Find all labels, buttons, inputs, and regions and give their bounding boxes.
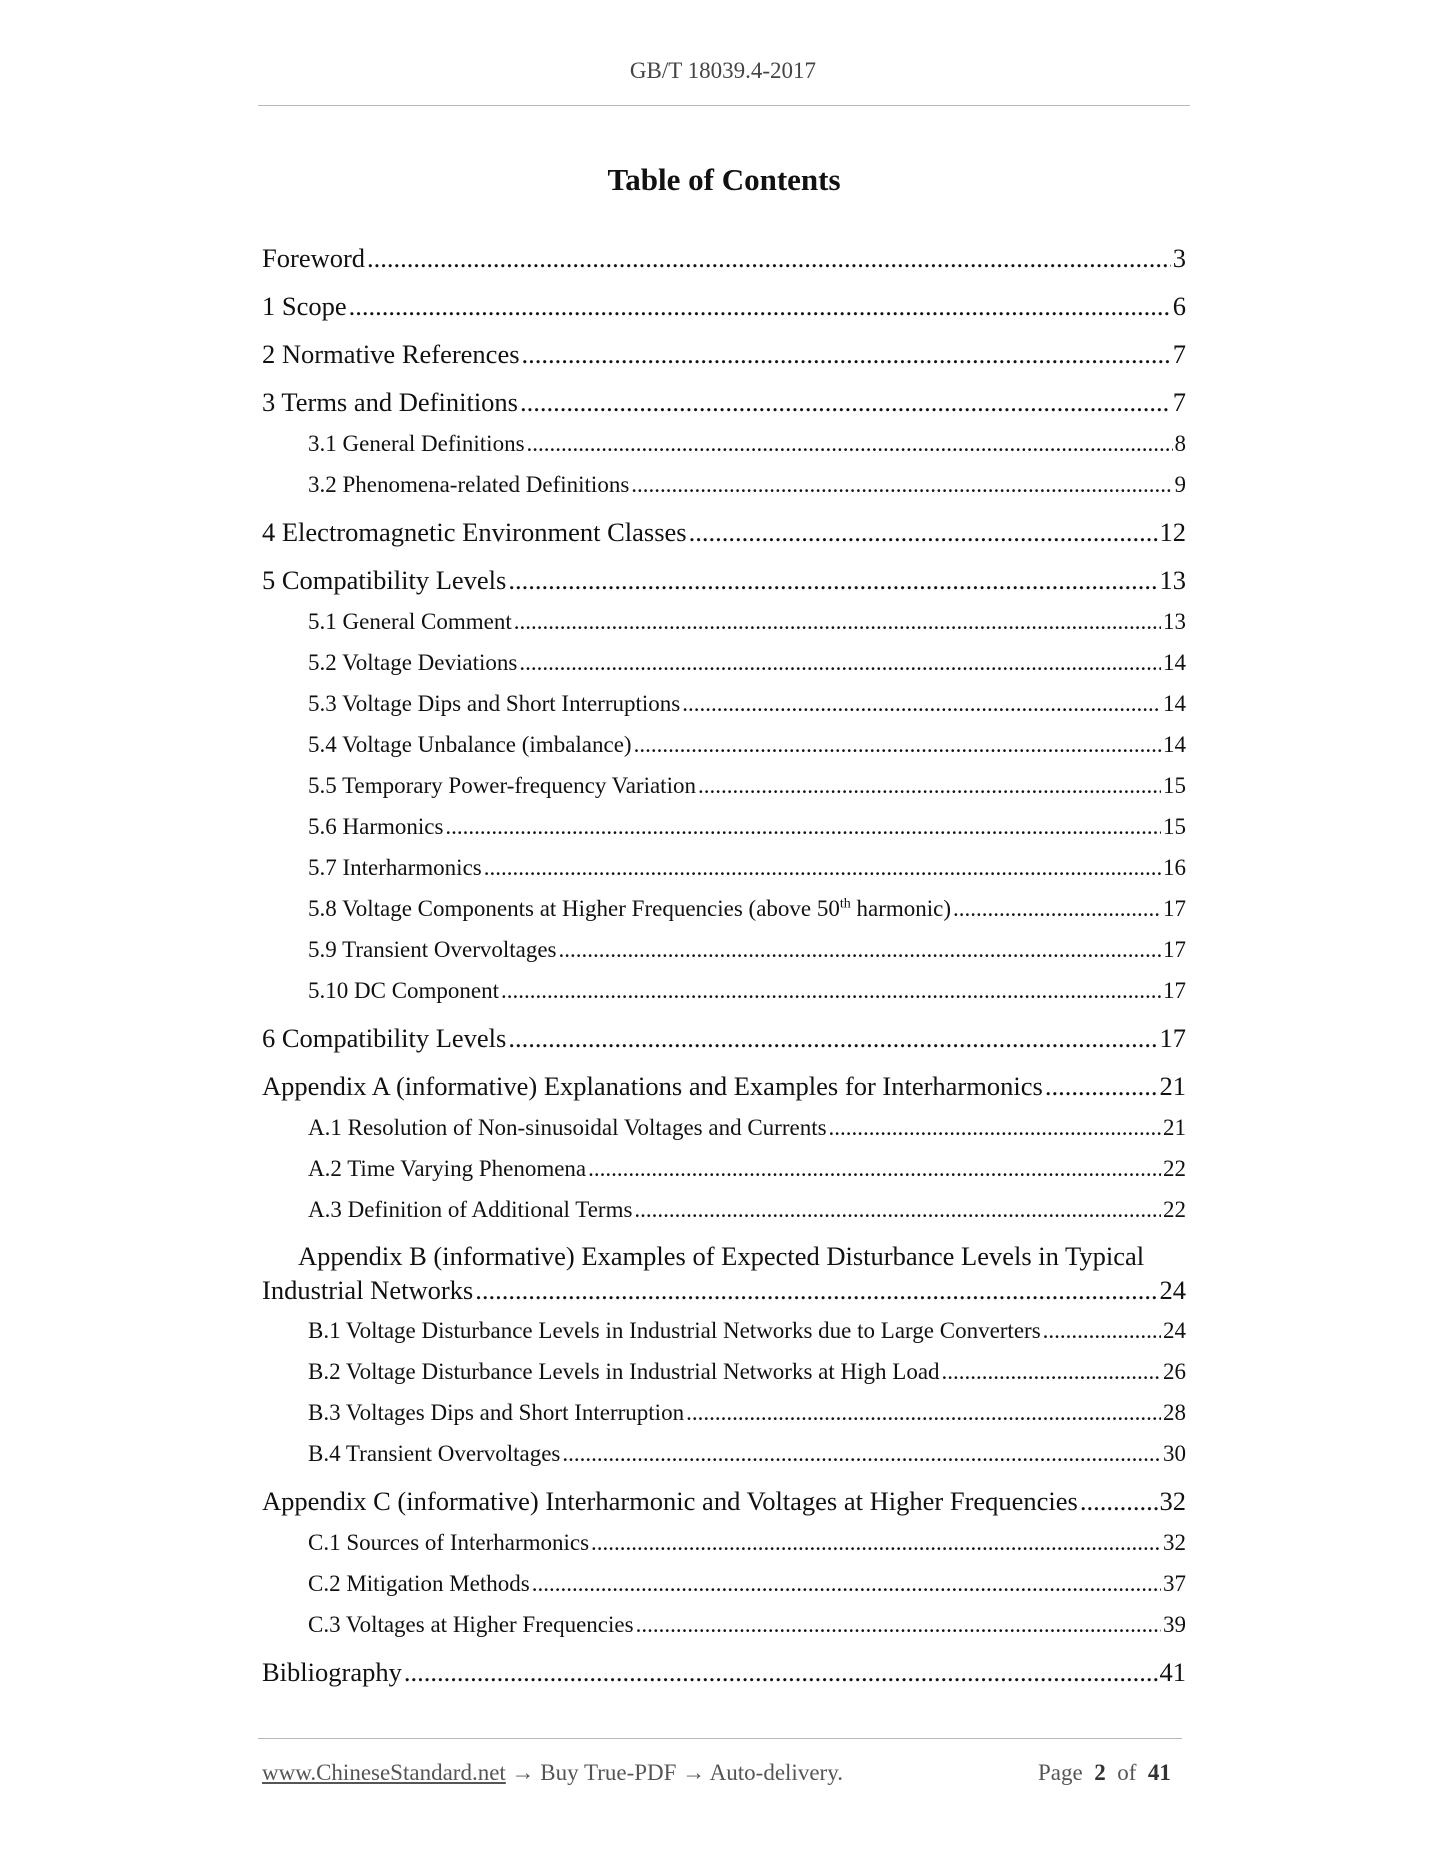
- toc-entry-page: 8: [1174, 431, 1186, 456]
- toc-entry-page: 37: [1163, 1571, 1186, 1596]
- dot-leader: [484, 850, 1161, 885]
- toc-entry-page: 12: [1159, 517, 1186, 547]
- dot-leader: [682, 686, 1161, 721]
- dot-leader: [634, 1192, 1161, 1227]
- dot-leader: [514, 604, 1161, 639]
- dot-leader: [634, 727, 1161, 762]
- toc-subentry[interactable]: [262, 1436, 1186, 1471]
- page-number: [1038, 1760, 1171, 1786]
- dot-leader: [522, 336, 1171, 372]
- toc-subentry[interactable]: [262, 604, 1186, 639]
- toc-entry[interactable]: [262, 240, 1186, 276]
- toc-subentry[interactable]: [262, 686, 1186, 721]
- toc-entry-label: B.1 Voltage Disturbance Levels in Industrial Networks due to Large Converters: [308, 1318, 1041, 1343]
- toc-entry-label: 5.7 Interharmonics: [308, 855, 482, 880]
- toc-entry-label: A.1 Resolution of Non-sinusoidal Voltages and Currents: [308, 1115, 827, 1140]
- toc-entry-label: B.4 Transient Overvoltages: [308, 1441, 561, 1466]
- table-of-contents: [262, 228, 1186, 1690]
- dot-leader: [588, 1151, 1161, 1186]
- toc-entry-page: 16: [1163, 855, 1186, 880]
- dot-leader: [501, 973, 1161, 1008]
- toc-entry-page: 6: [1172, 291, 1186, 321]
- dot-leader: [404, 1654, 1158, 1690]
- dot-leader: [631, 467, 1172, 502]
- toc-entry-label: 5.6 Harmonics: [308, 814, 444, 839]
- toc-entry-label: A.2 Time Varying Phenomena: [308, 1156, 587, 1181]
- page-of-word: of: [1117, 1760, 1137, 1785]
- toc-entry-label: 5.3 Voltage Dips and Short Interruptions: [308, 691, 681, 716]
- toc-subentry[interactable]: [262, 1151, 1186, 1186]
- toc-entry-page: 17: [1163, 978, 1186, 1003]
- toc-subentry[interactable]: [262, 973, 1186, 1008]
- toc-entry-label: 1 Scope: [262, 291, 347, 321]
- toc-entry-page: 7: [1172, 339, 1186, 369]
- toc-subentry[interactable]: [262, 891, 1186, 926]
- dot-leader: [1045, 1068, 1158, 1104]
- toc-subentry[interactable]: [262, 1110, 1186, 1145]
- toc-entry-label: Appendix C (informative) Interharmonic and Voltages at Higher Frequencies: [262, 1486, 1078, 1516]
- dot-leader: [829, 1110, 1161, 1145]
- toc-entry-page: 22: [1163, 1156, 1186, 1181]
- toc-subentry[interactable]: [262, 768, 1186, 803]
- dot-leader: [942, 1354, 1161, 1389]
- dot-leader: [591, 1525, 1161, 1560]
- footer-promo: [262, 1760, 843, 1786]
- toc-subentry[interactable]: [262, 1525, 1186, 1560]
- toc-entry[interactable]: [262, 562, 1186, 598]
- dot-leader: [349, 288, 1171, 324]
- toc-entry-page: 21: [1159, 1071, 1186, 1101]
- toc-subentry[interactable]: [262, 426, 1186, 461]
- toc-entry-page: 15: [1163, 814, 1186, 839]
- dot-leader: [508, 562, 1157, 598]
- current-page: 2: [1094, 1760, 1106, 1785]
- total-pages: 41: [1147, 1760, 1171, 1785]
- document-id-header: GB/T 18039.4-2017: [629, 58, 817, 83]
- toc-entry-label: 5.5 Temporary Power-frequency Variation: [308, 773, 696, 798]
- toc-entry-page: 32: [1163, 1530, 1186, 1555]
- toc-entry-label: A.3 Definition of Additional Terms: [308, 1197, 633, 1222]
- toc-entry-page: 14: [1163, 691, 1186, 716]
- toc-entry-label: C.3 Voltages at Higher Frequencies: [308, 1612, 634, 1637]
- toc-entry[interactable]: [262, 336, 1186, 372]
- toc-entry-label: 4 Electromagnetic Environment Classes: [262, 517, 687, 547]
- dot-leader: [686, 1395, 1161, 1430]
- superscript: th: [839, 896, 851, 912]
- toc-entry[interactable]: [262, 1020, 1186, 1056]
- page-word: Page: [1038, 1760, 1083, 1785]
- toc-entry-page: 22: [1163, 1197, 1186, 1222]
- toc-entry-label: C.2 Mitigation Methods: [308, 1571, 530, 1596]
- toc-subentry[interactable]: [262, 932, 1186, 967]
- buy-true-pdf-link[interactable]: Buy True-PDF: [540, 1760, 677, 1785]
- toc-entry[interactable]: [262, 1239, 1186, 1307]
- dot-leader: [1043, 1313, 1161, 1348]
- dot-leader: [698, 768, 1161, 803]
- toc-entry-page: 24: [1159, 1275, 1186, 1305]
- toc-entry-page: 21: [1163, 1115, 1186, 1140]
- toc-entry-label-part: harmonic): [850, 896, 952, 921]
- toc-subentry[interactable]: [262, 850, 1186, 885]
- toc-entry-label: 2 Normative References: [262, 339, 520, 369]
- toc-subentry[interactable]: [262, 1607, 1186, 1642]
- toc-subentry[interactable]: [262, 727, 1186, 762]
- toc-entry-page: 30: [1163, 1441, 1186, 1466]
- dot-leader: [520, 384, 1171, 420]
- arrow-right-icon: →: [682, 1760, 706, 1785]
- dot-leader: [1080, 1483, 1158, 1519]
- page-title: Table of Contents: [607, 162, 841, 197]
- toc-entry[interactable]: [262, 384, 1186, 420]
- website-link[interactable]: www.ChineseStandard.net: [262, 1760, 506, 1785]
- toc-subentry[interactable]: [262, 1395, 1186, 1430]
- toc-entry-label: B.2 Voltage Disturbance Levels in Industrial Networks at High Load: [308, 1359, 940, 1384]
- toc-entry[interactable]: [262, 514, 1186, 550]
- toc-entry-label: 5.10 DC Component: [308, 978, 500, 1003]
- toc-entry-page: 13: [1159, 565, 1186, 595]
- toc-entry-label: 5.9 Transient Overvoltages: [308, 937, 557, 962]
- dot-leader: [636, 1607, 1161, 1642]
- dot-leader: [562, 1436, 1161, 1471]
- toc-subentry[interactable]: [262, 809, 1186, 844]
- toc-entry-label: Foreword: [262, 243, 366, 273]
- arrow-right-icon: →: [511, 1760, 535, 1785]
- toc-entry-page: 17: [1163, 896, 1186, 921]
- toc-entry-page: 17: [1163, 937, 1186, 962]
- toc-entry-label: 5 Compatibility Levels: [262, 565, 507, 595]
- toc-entry-page: 41: [1159, 1657, 1186, 1687]
- toc-entry-label: 5.2 Voltage Deviations: [308, 650, 518, 675]
- dot-leader: [527, 426, 1173, 461]
- toc-entry-label: C.1 Sources of Interharmonics: [308, 1530, 590, 1555]
- toc-entry-label: 3 Terms and Definitions: [262, 387, 518, 417]
- dot-leader: [519, 645, 1161, 680]
- toc-entry-label: 6 Compatibility Levels: [262, 1023, 507, 1053]
- toc-entry-label: Appendix A (informative) Explanations and Examples for Interharmonics: [262, 1071, 1043, 1101]
- toc-entry-label: [308, 891, 951, 926]
- toc-entry-page: 32: [1159, 1486, 1186, 1516]
- toc-entry-page: 15: [1163, 773, 1186, 798]
- toc-entry-page: 28: [1163, 1400, 1186, 1425]
- toc-entry[interactable]: [262, 1654, 1186, 1690]
- toc-entry-page: 14: [1163, 732, 1186, 757]
- toc-entry-page: 7: [1172, 387, 1186, 417]
- toc-entry-label: B.3 Voltages Dips and Short Interruption: [308, 1400, 685, 1425]
- toc-subentry[interactable]: [262, 467, 1186, 502]
- dot-leader: [532, 1566, 1161, 1601]
- toc-entry-page: 3: [1172, 243, 1186, 273]
- toc-entry-label: Industrial Networks: [262, 1275, 474, 1305]
- dot-leader: [508, 1020, 1157, 1056]
- toc-entry-page: 9: [1174, 472, 1186, 497]
- dot-leader: [475, 1273, 1157, 1307]
- toc-subentry[interactable]: [262, 645, 1186, 680]
- toc-entry-label: 3.1 General Definitions: [308, 431, 525, 456]
- toc-entry-page: 13: [1163, 609, 1186, 634]
- toc-entry-label: 5.4 Voltage Unbalance (imbalance): [308, 732, 632, 757]
- dot-leader: [953, 891, 1161, 926]
- toc-entry-page: 39: [1163, 1612, 1186, 1637]
- toc-entry[interactable]: [262, 288, 1186, 324]
- header-divider: [258, 105, 1190, 106]
- toc-entry-label: 3.2 Phenomena-related Definitions: [308, 472, 630, 497]
- toc-entry-page: 17: [1159, 1023, 1186, 1053]
- footer-divider: [258, 1738, 1182, 1739]
- toc-entry-page: 14: [1163, 650, 1186, 675]
- dot-leader: [689, 514, 1158, 550]
- auto-delivery-text: Auto-delivery.: [709, 1760, 843, 1785]
- toc-entry-label: Appendix B (informative) Examples of Expected Disturbance Levels in Typical: [298, 1241, 1145, 1271]
- toc-entry-page: 24: [1163, 1318, 1186, 1343]
- toc-entry-label: Bibliography: [262, 1657, 402, 1687]
- dot-leader: [367, 240, 1171, 276]
- dot-leader: [559, 932, 1161, 967]
- toc-entry-page: 26: [1163, 1359, 1186, 1384]
- toc-subentry[interactable]: [262, 1313, 1186, 1348]
- dot-leader: [445, 809, 1161, 844]
- toc-entry[interactable]: [262, 1483, 1186, 1519]
- toc-entry-label: 5.1 General Comment: [308, 609, 512, 634]
- toc-subentry[interactable]: [262, 1566, 1186, 1601]
- toc-entry-label-part: 5.8 Voltage Components at Higher Frequencies (above 50: [308, 896, 840, 921]
- toc-entry[interactable]: [262, 1068, 1186, 1104]
- toc-subentry[interactable]: [262, 1354, 1186, 1389]
- toc-subentry[interactable]: [262, 1192, 1186, 1227]
